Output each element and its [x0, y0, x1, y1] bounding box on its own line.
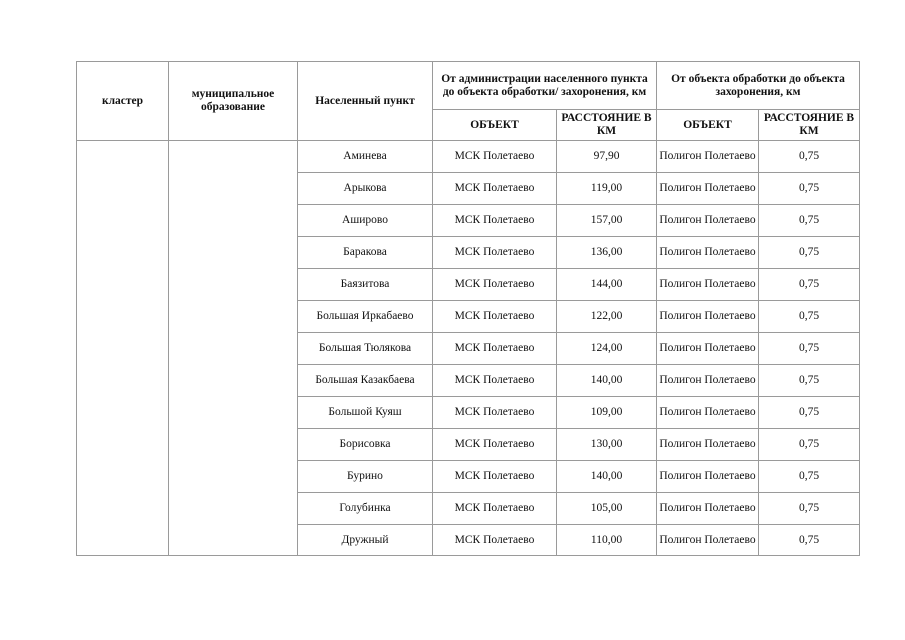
header-municipality: муниципальное образование [169, 62, 298, 141]
table-body [77, 141, 860, 556]
settlement-cell: Голубинка [298, 493, 433, 525]
settlement-cell: Большая Казакбаева [298, 365, 433, 397]
object-cell: МСК Полетаево [433, 461, 557, 493]
landfill-cell: Полигон Полетаево [657, 493, 759, 525]
settlement-cell: Баракова [298, 237, 433, 269]
landfill-distance-cell: 0,75 [759, 141, 860, 173]
settlement-cell: Баязитова [298, 269, 433, 301]
municipality-cell [169, 141, 298, 556]
settlement-cell: Большой Куяш [298, 397, 433, 429]
landfill-distance-cell: 0,75 [759, 301, 860, 333]
object-cell: МСК Полетаево [433, 429, 557, 461]
distance-cell: 140,00 [557, 461, 657, 493]
landfill-distance-cell: 0,75 [759, 525, 860, 556]
header-row-1 [77, 62, 860, 110]
header-cluster: кластер [77, 62, 169, 141]
header-object-2: ОБЪЕКТ [657, 110, 759, 141]
settlement-cell: Арыкова [298, 173, 433, 205]
object-cell: МСК Полетаево [433, 173, 557, 205]
distance-cell: 119,00 [557, 173, 657, 205]
header-object-1: ОБЪЕКТ [433, 110, 557, 141]
landfill-cell: Полигон Полетаево [657, 269, 759, 301]
landfill-distance-cell: 0,75 [759, 269, 860, 301]
settlement-cell: Борисовка [298, 429, 433, 461]
header-distance-2: РАССТОЯНИЕ В КМ [759, 110, 860, 141]
object-cell: МСК Полетаево [433, 301, 557, 333]
table-row [77, 141, 860, 173]
settlement-cell: Аминева [298, 141, 433, 173]
landfill-cell: Полигон Полетаево [657, 301, 759, 333]
settlement-cell: Большая Иркабаево [298, 301, 433, 333]
distance-cell: 122,00 [557, 301, 657, 333]
distance-cell: 140,00 [557, 365, 657, 397]
landfill-cell: Полигон Полетаево [657, 429, 759, 461]
distance-cell: 144,00 [557, 269, 657, 301]
distance-table [76, 61, 860, 556]
landfill-distance-cell: 0,75 [759, 493, 860, 525]
object-cell: МСК Полетаево [433, 205, 557, 237]
landfill-distance-cell: 0,75 [759, 461, 860, 493]
object-cell: МСК Полетаево [433, 365, 557, 397]
landfill-distance-cell: 0,75 [759, 205, 860, 237]
distance-cell: 157,00 [557, 205, 657, 237]
object-cell: МСК Полетаево [433, 525, 557, 556]
landfill-distance-cell: 0,75 [759, 429, 860, 461]
distance-cell: 105,00 [557, 493, 657, 525]
distance-cell: 109,00 [557, 397, 657, 429]
distance-cell: 130,00 [557, 429, 657, 461]
landfill-cell: Полигон Полетаево [657, 333, 759, 365]
object-cell: МСК Полетаево [433, 333, 557, 365]
header-distance-1: РАССТОЯНИЕ В КМ [557, 110, 657, 141]
landfill-cell: Полигон Полетаево [657, 205, 759, 237]
landfill-distance-cell: 0,75 [759, 333, 860, 365]
header-group-admin: От администрации населенного пункта до объекта обработки/ захоронения, км [433, 62, 657, 110]
distance-cell: 97,90 [557, 141, 657, 173]
distance-cell: 110,00 [557, 525, 657, 556]
landfill-cell: Полигон Полетаево [657, 365, 759, 397]
landfill-cell: Полигон Полетаево [657, 461, 759, 493]
settlement-cell: Дружный [298, 525, 433, 556]
object-cell: МСК Полетаево [433, 141, 557, 173]
object-cell: МСК Полетаево [433, 493, 557, 525]
object-cell: МСК Полетаево [433, 237, 557, 269]
cluster-cell [77, 141, 169, 556]
landfill-cell: Полигон Полетаево [657, 525, 759, 556]
landfill-distance-cell: 0,75 [759, 237, 860, 269]
landfill-cell: Полигон Полетаево [657, 141, 759, 173]
object-cell: МСК Полетаево [433, 269, 557, 301]
distance-cell: 136,00 [557, 237, 657, 269]
landfill-cell: Полигон Полетаево [657, 173, 759, 205]
landfill-cell: Полигон Полетаево [657, 397, 759, 429]
header-group-processing: От объекта обработки до объекта захоронения, км [657, 62, 860, 110]
settlement-cell: Аширово [298, 205, 433, 237]
landfill-distance-cell: 0,75 [759, 173, 860, 205]
distance-cell: 124,00 [557, 333, 657, 365]
landfill-distance-cell: 0,75 [759, 397, 860, 429]
settlement-cell: Большая Тюлякова [298, 333, 433, 365]
landfill-cell: Полигон Полетаево [657, 237, 759, 269]
header-settlement: Населенный пункт [298, 62, 433, 141]
object-cell: МСК Полетаево [433, 397, 557, 429]
settlement-cell: Бурино [298, 461, 433, 493]
landfill-distance-cell: 0,75 [759, 365, 860, 397]
